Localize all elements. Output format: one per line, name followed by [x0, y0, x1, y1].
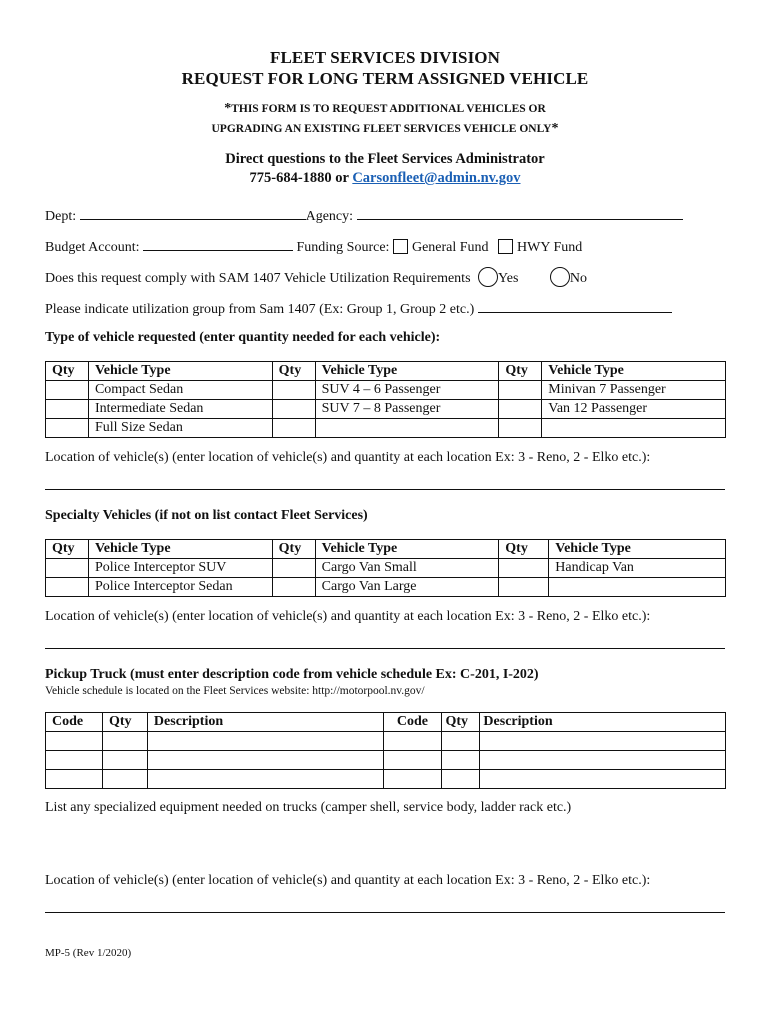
pickup-subnote: Vehicle schedule is located on the Fleet Services website: http://motorpool.nv.gov/ — [45, 685, 425, 697]
code-input-cell[interactable] — [46, 732, 103, 751]
utilization-label: Please indicate utilization group from Sam 1407 (Ex: Group 1, Group 2 etc.) — [45, 302, 475, 317]
vehicle-type-cell: SUV 4 – 6 Passenger — [315, 381, 499, 400]
vehicle-type-cell — [542, 419, 726, 438]
table-row — [46, 770, 726, 789]
description-header: Description — [480, 713, 726, 732]
vehicle-type-cell — [549, 578, 726, 597]
qty-input-cell[interactable] — [102, 751, 147, 770]
vehicle-type-header: Vehicle Type — [549, 540, 726, 559]
vehicle-type-cell: Intermediate Sedan — [88, 400, 272, 419]
description-input-cell[interactable] — [147, 732, 383, 751]
dept-row — [45, 205, 683, 225]
qty-input-cell[interactable] — [272, 400, 315, 419]
qty-header: Qty — [272, 540, 315, 559]
form-title-division: FLEET SERVICES DIVISION — [269, 48, 501, 67]
vehicle-type-cell: Cargo Van Large — [315, 578, 499, 597]
vehicle-type-header: Vehicle Type — [88, 362, 272, 381]
form-title: REQUEST FOR LONG TERM ASSIGNED VEHICLE — [181, 69, 589, 88]
table-row — [46, 751, 726, 770]
form-note-line1: *THIS FORM IS TO REQUEST ADDITIONAL VEHICLES OR — [224, 101, 546, 116]
dept-field[interactable] — [80, 205, 306, 220]
specialty-location-line[interactable] — [45, 648, 725, 649]
qty-input-cell[interactable] — [102, 770, 147, 789]
pickup-table — [45, 712, 726, 789]
no-label: No — [569, 271, 588, 286]
budget-label: Budget Account: — [45, 240, 140, 255]
code-header: Code — [383, 713, 442, 732]
table-row — [46, 400, 726, 419]
qty-input-cell[interactable] — [46, 559, 89, 578]
description-input-cell[interactable] — [147, 770, 383, 789]
general-fund-checkbox[interactable] — [393, 239, 408, 254]
table-row — [46, 578, 726, 597]
code-input-cell[interactable] — [383, 770, 442, 789]
vehicle-type-header: Vehicle Type — [542, 362, 726, 381]
agency-label: Agency: — [305, 209, 354, 224]
qty-header: Qty — [499, 362, 542, 381]
qty-header: Qty — [272, 362, 315, 381]
qty-input-cell[interactable] — [442, 751, 480, 770]
qty-input-cell[interactable] — [46, 381, 89, 400]
qty-input-cell[interactable] — [499, 381, 542, 400]
qty-input-cell[interactable] — [272, 419, 315, 438]
vehicle-type-header: Vehicle Type — [88, 540, 272, 559]
qty-input-cell[interactable] — [499, 400, 542, 419]
funding-label: Funding Source: — [296, 240, 390, 255]
qty-header: Qty — [102, 713, 147, 732]
form-note-line2: UPGRADING AN EXISTING FLEET SERVICES VEHICLE ONLY* — [211, 121, 559, 136]
no-radio[interactable] — [550, 267, 570, 287]
table-header-row — [46, 540, 726, 559]
qty-input-cell[interactable] — [272, 559, 315, 578]
vehicle-section-heading: Type of vehicle requested (enter quantity needed for each vehicle): — [45, 330, 441, 345]
vehicle-type-cell: Handicap Van — [549, 559, 726, 578]
qty-input-cell[interactable] — [442, 732, 480, 751]
sam-question: Does this request comply with SAM 1407 Vehicle Utilization Requirements — [45, 271, 471, 286]
description-header: Description — [147, 713, 383, 732]
pickup-location-label: Location of vehicle(s) (enter location of vehicle(s) and quantity at each location Ex: 3 - Reno, 2 - Elko etc.): — [45, 873, 651, 888]
vehicle-type-header: Vehicle Type — [315, 362, 499, 381]
pickup-location-line[interactable] — [45, 912, 725, 913]
table-row — [46, 419, 726, 438]
budget-row — [45, 236, 582, 256]
vehicle-type-cell: SUV 7 – 8 Passenger — [315, 400, 499, 419]
code-input-cell[interactable] — [383, 732, 442, 751]
vehicle-type-cell — [315, 419, 499, 438]
qty-header: Qty — [46, 540, 89, 559]
specialty-section-heading: Specialty Vehicles (if not on list contact Fleet Services) — [45, 508, 368, 523]
vehicle-type-cell: Full Size Sedan — [88, 419, 272, 438]
utilization-row — [45, 298, 672, 318]
equipment-label: List any specialized equipment needed on trucks (camper shell, service body, ladder rack etc.) — [45, 800, 572, 815]
contact-phone: 775-684-1880 or — [249, 170, 353, 186]
vehicle-type-cell: Police Interceptor SUV — [88, 559, 272, 578]
equipment-input-area[interactable] — [45, 822, 725, 867]
qty-header: Qty — [499, 540, 549, 559]
vehicle-type-cell: Compact Sedan — [88, 381, 272, 400]
qty-input-cell[interactable] — [272, 381, 315, 400]
agency-field[interactable] — [357, 205, 683, 220]
qty-input-cell[interactable] — [442, 770, 480, 789]
code-header: Code — [46, 713, 103, 732]
code-input-cell[interactable] — [383, 751, 442, 770]
vehicle-location-label: Location of vehicle(s) (enter location of vehicle(s) and quantity at each location Ex: 3 - Reno, 2 - Elko etc.): — [45, 450, 651, 465]
qty-header: Qty — [46, 362, 89, 381]
vehicle-location-line[interactable] — [45, 489, 725, 490]
yes-radio[interactable] — [478, 267, 498, 287]
description-input-cell[interactable] — [480, 751, 726, 770]
form-id: MP-5 (Rev 1/2020) — [45, 947, 132, 959]
contact-email-link[interactable]: Carsonfleet@admin.nv.gov — [352, 170, 521, 186]
hwy-fund-checkbox[interactable] — [498, 239, 513, 254]
utilization-field[interactable] — [478, 298, 672, 313]
vehicle-type-header: Vehicle Type — [315, 540, 499, 559]
vehicle-type-cell: Van 12 Passenger — [542, 400, 726, 419]
description-input-cell[interactable] — [480, 732, 726, 751]
qty-input-cell[interactable] — [499, 559, 549, 578]
qty-header: Qty — [442, 713, 480, 732]
description-input-cell[interactable] — [147, 751, 383, 770]
contact-heading: Direct questions to the Fleet Services Administrator — [225, 151, 545, 167]
qty-input-cell[interactable] — [499, 578, 549, 597]
sam-row — [45, 267, 587, 287]
qty-input-cell[interactable] — [102, 732, 147, 751]
qty-input-cell[interactable] — [46, 400, 89, 419]
vehicle-type-table — [45, 361, 726, 438]
vehicle-type-cell: Police Interceptor Sedan — [88, 578, 272, 597]
table-header-row — [46, 713, 726, 732]
qty-input-cell[interactable] — [46, 578, 89, 597]
asterisk: * — [551, 121, 559, 136]
budget-field[interactable] — [143, 236, 293, 251]
table-row — [46, 732, 726, 751]
dept-label: Dept: — [45, 209, 77, 224]
qty-input-cell[interactable] — [499, 419, 542, 438]
code-input-cell[interactable] — [46, 751, 103, 770]
description-input-cell[interactable] — [480, 770, 726, 789]
pickup-section-heading: Pickup Truck (must enter description code from vehicle schedule Ex: C-201, I-202) — [45, 667, 539, 682]
code-input-cell[interactable] — [46, 770, 103, 789]
vehicle-type-cell: Minivan 7 Passenger — [542, 381, 726, 400]
qty-input-cell[interactable] — [272, 578, 315, 597]
asterisk: * — [224, 101, 232, 116]
general-fund-label: General Fund — [411, 240, 489, 255]
table-row — [46, 559, 726, 578]
table-header-row — [46, 362, 726, 381]
yes-label: Yes — [498, 271, 519, 286]
specialty-location-label: Location of vehicle(s) (enter location of vehicle(s) and quantity at each location Ex: 3 - Reno, 2 - Elko etc.): — [45, 609, 651, 624]
hwy-fund-label: HWY Fund — [517, 240, 583, 255]
contact-line — [0, 170, 770, 187]
qty-input-cell[interactable] — [46, 419, 89, 438]
vehicle-type-cell: Cargo Van Small — [315, 559, 499, 578]
table-row — [46, 381, 726, 400]
specialty-table — [45, 539, 726, 597]
